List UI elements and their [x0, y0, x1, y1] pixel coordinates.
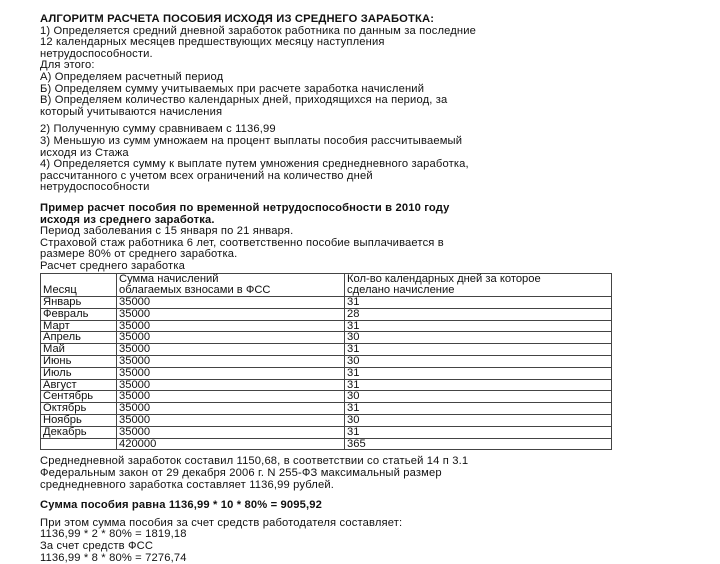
text-line: 1136,99 * 8 * 80% = 7276,74 — [40, 551, 187, 564]
row-days: 31 — [345, 426, 612, 438]
row-days: 28 — [345, 308, 612, 320]
text-line: 1136,99 * 2 * 80% = 1819,18 — [40, 528, 187, 541]
text-line: который учитываются начисления — [40, 105, 223, 118]
text-line: рассчитанного с учетом всех ограничений на количество дней — [40, 169, 373, 182]
table-row — [41, 308, 612, 320]
row-amount: 35000 — [117, 415, 345, 427]
table-row — [41, 320, 612, 332]
text-line: 2) Полученную сумму сравниваем с 1136,99 — [40, 123, 276, 136]
table-row — [41, 426, 612, 438]
row-month: Апрель — [41, 332, 117, 344]
text-line: 1) Определяется средний дневной заработок работника по данным за последние — [40, 24, 477, 37]
row-month: Октябрь — [41, 403, 117, 415]
row-month: Июль — [41, 367, 117, 379]
row-month: Декабрь — [41, 426, 117, 438]
row-days: 31 — [345, 297, 612, 309]
text-line: нетрудоспособности — [40, 181, 150, 194]
header-days — [345, 274, 612, 297]
row-days: 31 — [345, 403, 612, 415]
table-row — [41, 403, 612, 415]
text-line: В) Определяем количество календарных дней, приходящихся на период, за — [40, 94, 448, 107]
algorithm-step-1 — [40, 26, 680, 119]
text-line: Среднедневной заработок составил 1150,68, в соответствии со статьей 14 п 3.1 — [40, 455, 469, 468]
text-line: исходя из Стажа — [40, 146, 129, 159]
row-days: 30 — [345, 332, 612, 344]
row-days: 31 — [345, 344, 612, 356]
row-amount: 35000 — [117, 320, 345, 332]
row-days: 30 — [345, 415, 612, 427]
row-days: 31 — [345, 367, 612, 379]
row-month: Август — [41, 379, 117, 391]
row-amount: 35000 — [117, 344, 345, 356]
table-row — [41, 356, 612, 368]
text-line: За счет средств ФСС — [40, 539, 154, 552]
text-line: Федеральным закон от 29 декабря 2006 г. N 255-ФЗ максимальный размер — [40, 467, 442, 480]
row-month: Февраль — [41, 308, 117, 320]
text-line: нетрудоспособности. — [40, 47, 153, 60]
text-line: При этом сумма пособия за счет средств работодателя составляет: — [40, 516, 403, 529]
text-line: 12 календарных месяцев предшествующих месяцу наступления — [40, 36, 385, 49]
row-days: 31 — [345, 320, 612, 332]
row-amount: 35000 — [117, 297, 345, 309]
header-days-line: сделано начисление — [347, 284, 455, 297]
algorithm-steps-2-4 — [40, 124, 680, 194]
header-amount — [117, 274, 345, 297]
table-body — [41, 297, 612, 439]
text-line: размере 80% от среднего заработка. — [40, 248, 238, 261]
total-month — [41, 438, 117, 450]
text-line: Страховой стаж работника 6 лет, соответственно пособие выплачивается в — [40, 236, 444, 249]
table-row — [41, 344, 612, 356]
table-row — [41, 297, 612, 309]
table-row — [41, 391, 612, 403]
table-row — [41, 415, 612, 427]
row-month: Ноябрь — [41, 415, 117, 427]
header-month: Месяц — [41, 274, 117, 297]
row-month: Март — [41, 320, 117, 332]
row-amount: 35000 — [117, 391, 345, 403]
row-amount: 35000 — [117, 356, 345, 368]
text-line: Для этого: — [40, 59, 95, 72]
earnings-table — [40, 273, 612, 450]
text-line: среднедневного заработка составляет 1136,99 рублей. — [40, 478, 334, 491]
header-days-line: Кол-во календарных дней за которое — [347, 273, 541, 286]
row-amount: 35000 — [117, 403, 345, 415]
text-line: А) Определяем расчетный период — [40, 70, 224, 83]
result-line: Сумма пособия равна 1136,99 * 10 * 80% = 9095,92 — [40, 499, 323, 512]
text-line: Расчет среднего заработка — [40, 259, 185, 272]
row-amount: 35000 — [117, 379, 345, 391]
row-month: Сентябрь — [41, 391, 117, 403]
text-line: Б) Определяем сумму учитываемых при расчете заработка начислений — [40, 82, 425, 95]
row-days: 30 — [345, 356, 612, 368]
row-days: 30 — [345, 391, 612, 403]
row-amount: 35000 — [117, 308, 345, 320]
table-row — [41, 367, 612, 379]
row-days: 31 — [345, 379, 612, 391]
row-month: Июнь — [41, 356, 117, 368]
row-month: Январь — [41, 297, 117, 309]
header-amount-line: Сумма начислений — [119, 273, 219, 286]
row-amount: 35000 — [117, 426, 345, 438]
table-total-row — [41, 438, 612, 450]
table-header-row — [41, 274, 612, 297]
example-title: исходя из среднего заработка. — [40, 213, 215, 226]
algorithm-title: АЛГОРИТМ РАСЧЕТА ПОСОБИЯ ИСХОДЯ ИЗ СРЕДНЕГО ЗАРАБОТКА: — [40, 13, 435, 25]
total-days: 365 — [345, 438, 612, 450]
example-title: Пример расчет пособия по временной нетрудоспособности в 2010 году — [40, 201, 450, 214]
row-amount: 35000 — [117, 332, 345, 344]
total-amount: 420000 — [117, 438, 345, 450]
text-line: 4) Определяется сумму к выплате путем умножения среднедневного заработка, — [40, 158, 469, 171]
header-amount-line: облагаемых взносами в ФСС — [119, 284, 271, 297]
text-line: 3) Меньшую из сумм умножаем на процент выплаты пособия рассчитываемый — [40, 134, 463, 147]
text-line: Период заболевания с 15 января по 21 января. — [40, 225, 294, 238]
document-page — [40, 14, 680, 564]
table-row — [41, 379, 612, 391]
row-month: Май — [41, 344, 117, 356]
table-row — [41, 332, 612, 344]
row-amount: 35000 — [117, 367, 345, 379]
